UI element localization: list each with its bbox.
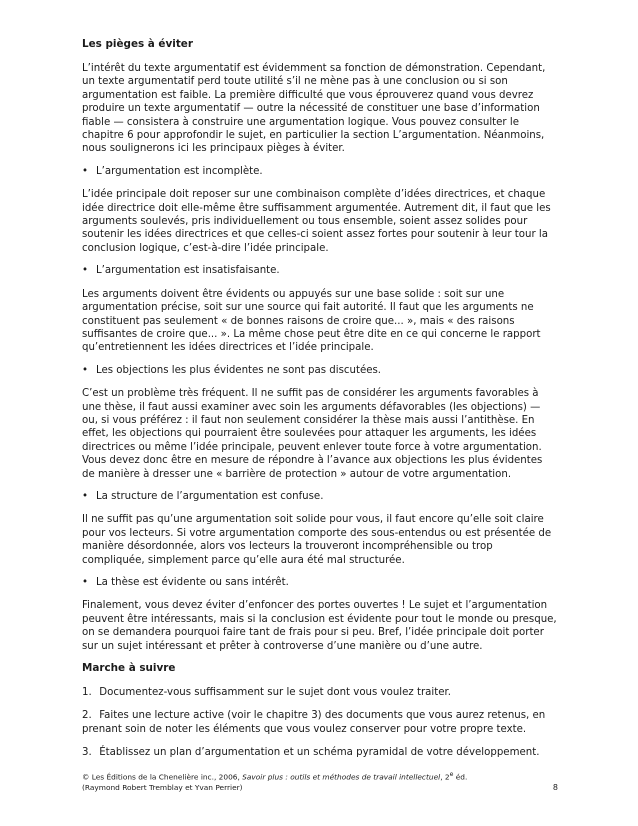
bullet-dot: • <box>82 577 89 588</box>
bullet-dot: • <box>82 165 89 177</box>
section-heading-pitfalls: Les pièges à éviter <box>82 38 193 50</box>
bullet-dot: • <box>82 265 89 277</box>
pitfall-title: L’argumentation est insatisfaisante. <box>96 265 280 277</box>
pitfall-text-4: Il ne suffit pas qu’une argumentation soit solide pour vous, il faut encore qu’elle soit claire pour vos lecteurs. Si votre argumentation comporte des sous-entendus ou est présentée de manière désordonnée, alors vos lecteurs la trouveront incompréhensible ou trop compliquée, simplement parce qu’elle aura été mal structurée. <box>82 514 552 566</box>
step-number: 1. <box>82 687 92 699</box>
edition-superscript: e <box>449 771 454 778</box>
page-footer <box>82 769 558 793</box>
pitfall-text-1: L’idée principale doit reposer sur une combinaison complète d’idées directrices, et chaque idée directrice doit elle-même être suffisamment argumentée. Autrement dit, il faut que les arguments soulevés, pris individuellement ou tous ensemble, soient assez solides pour soutenir les idées directrices et que celles-ci soient assez fortes pour soutenir à leur tour la conclusion logique, c’est-à-dire l’idée principale. <box>82 189 551 254</box>
step-text: Établissez un plan d’argumentation et un schéma pyramidal de votre développement. <box>99 747 540 759</box>
page-number: 8 <box>552 783 558 793</box>
pitfall-bullet-5 <box>82 576 558 589</box>
edition-prefix: , 2 <box>440 772 450 782</box>
pitfall-bullet-1 <box>82 165 558 178</box>
intro-paragraph: L’intérêt du texte argumentatif est évidemment sa fonction de démonstration. Cependant, un texte argumentatif perd toute utilité s’il ne mène pas à une conclusion ou si son argumentation est faible. La première difficulté que vous éprouverez quand vous devrez produire un texte argumentatif — outre la nécessité de constituer une base d’information fiable — consistera à construire une argumentation logique. Vous pouvez consulter le chapitre 6 pour approfondir le sujet, en particulier la section L’argumentation. Néanmoins, nous soulignerons ici les principaux pièges à éviter. <box>82 63 546 155</box>
pitfall-title: La structure de l’argumentation est confuse. <box>96 490 324 502</box>
footer-second-line <box>82 782 558 793</box>
pitfall-text-2: Les arguments doivent être évidents ou appuyés sur une base solide : soit sur une argumentation précise, soit sur une source qui fait autorité. Il faut que les arguments ne constituent pas seulement « de bonnes raisons de croire que... », mais « des raisons suffisantes de croire que... ». La même chose peut être dite en ce qui concerne le rapport qu’entretiennent les idées directrices et l’idée principale. <box>82 288 541 354</box>
footer-authors: (Raymond Robert Tremblay et Yvan Perrier) <box>82 783 243 793</box>
pitfall-text-5: Finalement, vous devez éviter d’enfoncer des portes ouvertes ! Le sujet et l’argumentation peuvent être intéressants, mais si la conclusion est évidente pour tout le monde ou presque, on se demandera pourquoi faire tant de frais pour si peu. Bref, l’idée principale doit porter sur un sujet intéressant et prêter à controverse d’une manière ou d’une autre. <box>82 600 557 652</box>
pitfall-bullet-2 <box>82 264 558 277</box>
pitfall-bullet-4 <box>82 490 558 503</box>
bullet-dot: • <box>82 490 89 502</box>
step-text: Faites une lecture active (voir le chapitre 3) des documents que vous aurez retenus, en prenant soin de noter les éléments que vous voulez conserver pour votre propre texte. <box>82 710 546 735</box>
copyright-prefix: © Les Éditions de la Chenelière inc., 2006, <box>82 772 243 782</box>
step-text: Documentez-vous suffisamment sur le sujet dont vous voulez traiter. <box>99 687 451 699</box>
pitfall-title: L’argumentation est incomplète. <box>96 165 263 177</box>
pitfall-bullet-3 <box>82 364 558 377</box>
bullet-dot: • <box>82 364 89 376</box>
pitfall-title: Les objections les plus évidentes ne sont pas discutées. <box>96 364 382 376</box>
footer-copyright <box>82 769 558 782</box>
step-item-2 <box>82 709 558 736</box>
step-number: 2. <box>82 710 92 722</box>
pitfall-text-3: C’est un problème très fréquent. Il ne suffit pas de considérer les arguments favorables à une thèse, il faut aussi examiner avec soin les arguments défavorables (les objections) — ou, si vous préférez : il faut non seulement considérer la thèse mais aussi l’antithèse. En effet, les objections qui pourraient être soulevées pour attaquer les arguments, les idées directrices ou même l’idée principale, peuvent enlever toute force à votre argumentation. Vous devez donc être en mesure de répondre à l’avance aux objections les plus évidentes de manière à dresser une « barrière de protection » autour de votre argumentation. <box>82 388 543 480</box>
step-number: 3. <box>82 747 92 759</box>
step-item-3 <box>82 746 558 759</box>
edition-suffix: éd. <box>453 772 468 782</box>
pitfall-title: La thèse est évidente ou sans intérêt. <box>96 577 289 588</box>
book-title: Savoir plus : outils et méthodes de travail intellectuel <box>242 772 441 782</box>
step-item-1 <box>82 686 558 699</box>
section-heading-steps: Marche à suivre <box>82 662 176 675</box>
document-page <box>82 38 558 770</box>
